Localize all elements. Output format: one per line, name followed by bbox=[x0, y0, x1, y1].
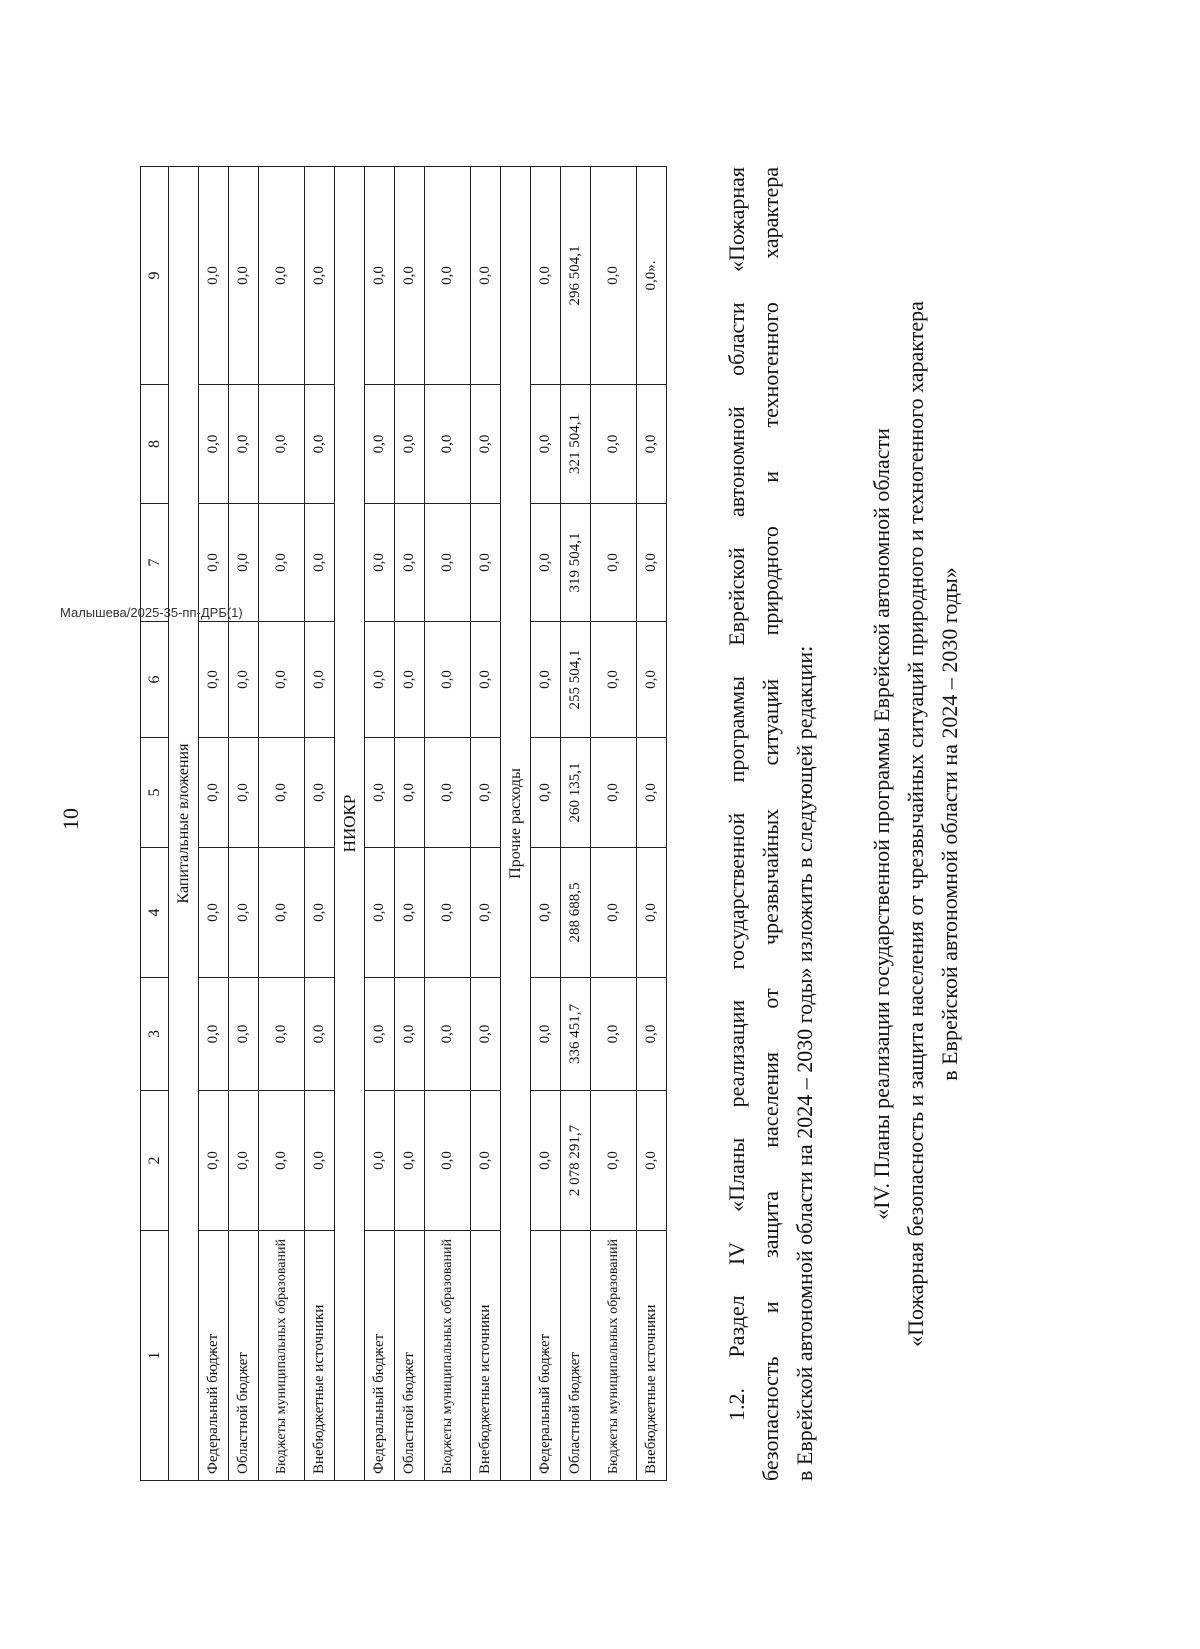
value-cell: 0,0 bbox=[531, 1091, 561, 1231]
table-row bbox=[531, 167, 561, 1481]
value-cell: 0,0 bbox=[229, 738, 259, 848]
value-cell: 0,0 bbox=[471, 1091, 501, 1231]
value-cell: 0,0 bbox=[637, 1091, 667, 1231]
value-cell: 0,0 bbox=[305, 504, 335, 622]
value-cell: 0,0 bbox=[365, 1091, 395, 1231]
header-cell: 8 bbox=[141, 385, 169, 504]
paragraph-line: в Еврейской автономной области на 2024 – 2030 годы» изложить в следующей редакции: bbox=[792, 645, 817, 1481]
value-cell: 296 504,1 bbox=[561, 167, 591, 385]
value-cell: 0,0 bbox=[471, 738, 501, 848]
value-cell: 0,0 bbox=[395, 738, 425, 848]
value-cell: 0,0 bbox=[229, 504, 259, 622]
value-cell: 0,0». bbox=[637, 167, 667, 385]
value-cell: 0,0 bbox=[259, 622, 305, 738]
value-cell: 0,0 bbox=[395, 978, 425, 1091]
value-cell: 0,0 bbox=[365, 167, 395, 385]
value-cell: 0,0 bbox=[259, 848, 305, 978]
value-cell: 0,0 bbox=[637, 978, 667, 1091]
value-cell: 0,0 bbox=[591, 385, 637, 504]
value-cell: 0,0 bbox=[259, 385, 305, 504]
value-cell: 0,0 bbox=[531, 504, 561, 622]
value-cell: 0,0 bbox=[365, 504, 395, 622]
value-cell: 0,0 bbox=[425, 504, 471, 622]
row-label: Внебюджетные источники bbox=[471, 1231, 501, 1481]
value-cell: 0,0 bbox=[305, 978, 335, 1091]
value-cell: 0,0 bbox=[259, 738, 305, 848]
row-label: Областной бюджет bbox=[561, 1231, 591, 1481]
table-row bbox=[229, 167, 259, 1481]
value-cell: 0,0 bbox=[395, 1091, 425, 1231]
row-label: Федеральный бюджет bbox=[365, 1231, 395, 1481]
value-cell: 0,0 bbox=[471, 622, 501, 738]
header-cell: 4 bbox=[141, 848, 169, 978]
value-cell: 0,0 bbox=[259, 1091, 305, 1231]
table-row bbox=[365, 167, 395, 1481]
value-cell: 0,0 bbox=[425, 167, 471, 385]
row-label: Федеральный бюджет bbox=[199, 1231, 229, 1481]
value-cell: 0,0 bbox=[591, 504, 637, 622]
value-cell: 321 504,1 bbox=[561, 385, 591, 504]
value-cell: 0,0 bbox=[531, 738, 561, 848]
value-cell: 0,0 bbox=[305, 1091, 335, 1231]
value-cell: 0,0 bbox=[365, 848, 395, 978]
value-cell: 288 688,5 bbox=[561, 848, 591, 978]
header-cell: 6 bbox=[141, 622, 169, 738]
row-label: Бюджеты муниципальных образований bbox=[425, 1231, 471, 1481]
table-row bbox=[259, 167, 305, 1481]
value-cell: 0,0 bbox=[471, 848, 501, 978]
value-cell: 0,0 bbox=[425, 978, 471, 1091]
value-cell: 0,0 bbox=[229, 1091, 259, 1231]
value-cell: 0,0 bbox=[425, 738, 471, 848]
value-cell: 0,0 bbox=[199, 848, 229, 978]
value-cell: 0,0 bbox=[637, 738, 667, 848]
value-cell: 0,0 bbox=[199, 167, 229, 385]
section-row bbox=[169, 167, 199, 1481]
value-cell: 0,0 bbox=[591, 738, 637, 848]
section-title-cell: НИОКР bbox=[335, 167, 365, 1481]
paragraph-line: 1.2. Раздел IV «Планы реализации государственной программы Еврейской автономной области «Пожарная bbox=[724, 167, 749, 1421]
value-cell: 0,0 bbox=[229, 622, 259, 738]
value-cell: 0,0 bbox=[425, 1091, 471, 1231]
section-row bbox=[501, 167, 531, 1481]
section-row bbox=[335, 167, 365, 1481]
value-cell: 336 451,7 bbox=[561, 978, 591, 1091]
value-cell: 0,0 bbox=[229, 385, 259, 504]
value-cell: 255 504,1 bbox=[561, 622, 591, 738]
value-cell: 0,0 bbox=[425, 622, 471, 738]
value-cell: 0,0 bbox=[259, 978, 305, 1091]
header-cell: 1 bbox=[141, 1231, 169, 1481]
section-title-cell: Прочие расходы bbox=[501, 167, 531, 1481]
value-cell: 0,0 bbox=[531, 978, 561, 1091]
row-label: Внебюджетные источники bbox=[637, 1231, 667, 1481]
section-title-line: «Пожарная безопасность и защита населения от чрезвычайных ситуаций природного и техногенного характера bbox=[903, 301, 928, 1347]
value-cell: 260 135,1 bbox=[561, 738, 591, 848]
value-cell: 0,0 bbox=[637, 622, 667, 738]
value-cell: 0,0 bbox=[395, 385, 425, 504]
table-row bbox=[591, 167, 637, 1481]
value-cell: 0,0 bbox=[591, 167, 637, 385]
value-cell: 0,0 bbox=[259, 504, 305, 622]
section-title-cell: Капитальные вложения bbox=[169, 167, 199, 1481]
value-cell: 0,0 bbox=[637, 504, 667, 622]
value-cell: 0,0 bbox=[637, 385, 667, 504]
table-row bbox=[425, 167, 471, 1481]
table-row bbox=[305, 167, 335, 1481]
value-cell: 0,0 bbox=[531, 167, 561, 385]
value-cell: 2 078 291,7 bbox=[561, 1091, 591, 1231]
table-header-row bbox=[141, 167, 169, 1481]
value-cell: 0,0 bbox=[395, 622, 425, 738]
row-label: Бюджеты муниципальных образований bbox=[591, 1231, 637, 1481]
value-cell: 0,0 bbox=[365, 738, 395, 848]
value-cell: 0,0 bbox=[199, 1091, 229, 1231]
budget-table bbox=[140, 166, 667, 1481]
amendment-paragraph bbox=[720, 167, 822, 1481]
value-cell: 0,0 bbox=[471, 167, 501, 385]
value-cell: 0,0 bbox=[365, 978, 395, 1091]
value-cell: 0,0 bbox=[471, 385, 501, 504]
value-cell: 0,0 bbox=[199, 978, 229, 1091]
table-row bbox=[199, 167, 229, 1481]
value-cell: 0,0 bbox=[591, 1091, 637, 1231]
row-label: Федеральный бюджет bbox=[531, 1231, 561, 1481]
row-label: Внебюджетные источники bbox=[305, 1231, 335, 1481]
table-row bbox=[637, 167, 667, 1481]
footer-code-wrap bbox=[60, 599, 390, 639]
value-cell: 0,0 bbox=[395, 504, 425, 622]
value-cell: 0,0 bbox=[365, 385, 395, 504]
value-cell: 0,0 bbox=[229, 978, 259, 1091]
value-cell: 0,0 bbox=[305, 167, 335, 385]
value-cell: 319 504,1 bbox=[561, 504, 591, 622]
value-cell: 0,0 bbox=[425, 848, 471, 978]
value-cell: 0,0 bbox=[395, 167, 425, 385]
value-cell: 0,0 bbox=[365, 622, 395, 738]
value-cell: 0,0 bbox=[229, 848, 259, 978]
value-cell: 0,0 bbox=[471, 978, 501, 1091]
row-label: Областной бюджет bbox=[229, 1231, 259, 1481]
value-cell: 0,0 bbox=[637, 848, 667, 978]
value-cell: 0,0 bbox=[305, 622, 335, 738]
paragraph-line: безопасность и защита населения от чрезвычайных ситуаций природного и техногенного характера bbox=[758, 167, 783, 1481]
section-title-line: «IV. Планы реализации государственной программы Еврейской автономной области bbox=[869, 428, 894, 1220]
header-cell: 2 bbox=[141, 1091, 169, 1231]
row-label: Областной бюджет bbox=[395, 1231, 425, 1481]
value-cell: 0,0 bbox=[531, 622, 561, 738]
section-title-line: в Еврейской автономной области на 2024 – 2030 годы» bbox=[937, 567, 962, 1081]
header-cell: 3 bbox=[141, 978, 169, 1091]
value-cell: 0,0 bbox=[531, 385, 561, 504]
table-row bbox=[471, 167, 501, 1481]
value-cell: 0,0 bbox=[199, 385, 229, 504]
value-cell: 0,0 bbox=[259, 167, 305, 385]
section-title bbox=[865, 167, 967, 1481]
value-cell: 0,0 bbox=[591, 978, 637, 1091]
page-number: 10 bbox=[58, 808, 83, 830]
value-cell: 0,0 bbox=[531, 848, 561, 978]
value-cell: 0,0 bbox=[305, 385, 335, 504]
table-row bbox=[395, 167, 425, 1481]
value-cell: 0,0 bbox=[199, 738, 229, 848]
value-cell: 0,0 bbox=[591, 622, 637, 738]
value-cell: 0,0 bbox=[229, 167, 259, 385]
value-cell: 0,0 bbox=[199, 504, 229, 622]
value-cell: 0,0 bbox=[199, 622, 229, 738]
header-cell: 5 bbox=[141, 738, 169, 848]
value-cell: 0,0 bbox=[395, 848, 425, 978]
header-cell: 9 bbox=[141, 167, 169, 385]
value-cell: 0,0 bbox=[591, 848, 637, 978]
header-cell: 7 bbox=[141, 504, 169, 622]
table-row bbox=[561, 167, 591, 1481]
row-label: Бюджеты муниципальных образований bbox=[259, 1231, 305, 1481]
value-cell: 0,0 bbox=[471, 504, 501, 622]
value-cell: 0,0 bbox=[305, 738, 335, 848]
value-cell: 0,0 bbox=[425, 385, 471, 504]
value-cell: 0,0 bbox=[305, 848, 335, 978]
footer-code: Малышева/2025-35-пп-ДРБ(1) bbox=[60, 605, 243, 620]
